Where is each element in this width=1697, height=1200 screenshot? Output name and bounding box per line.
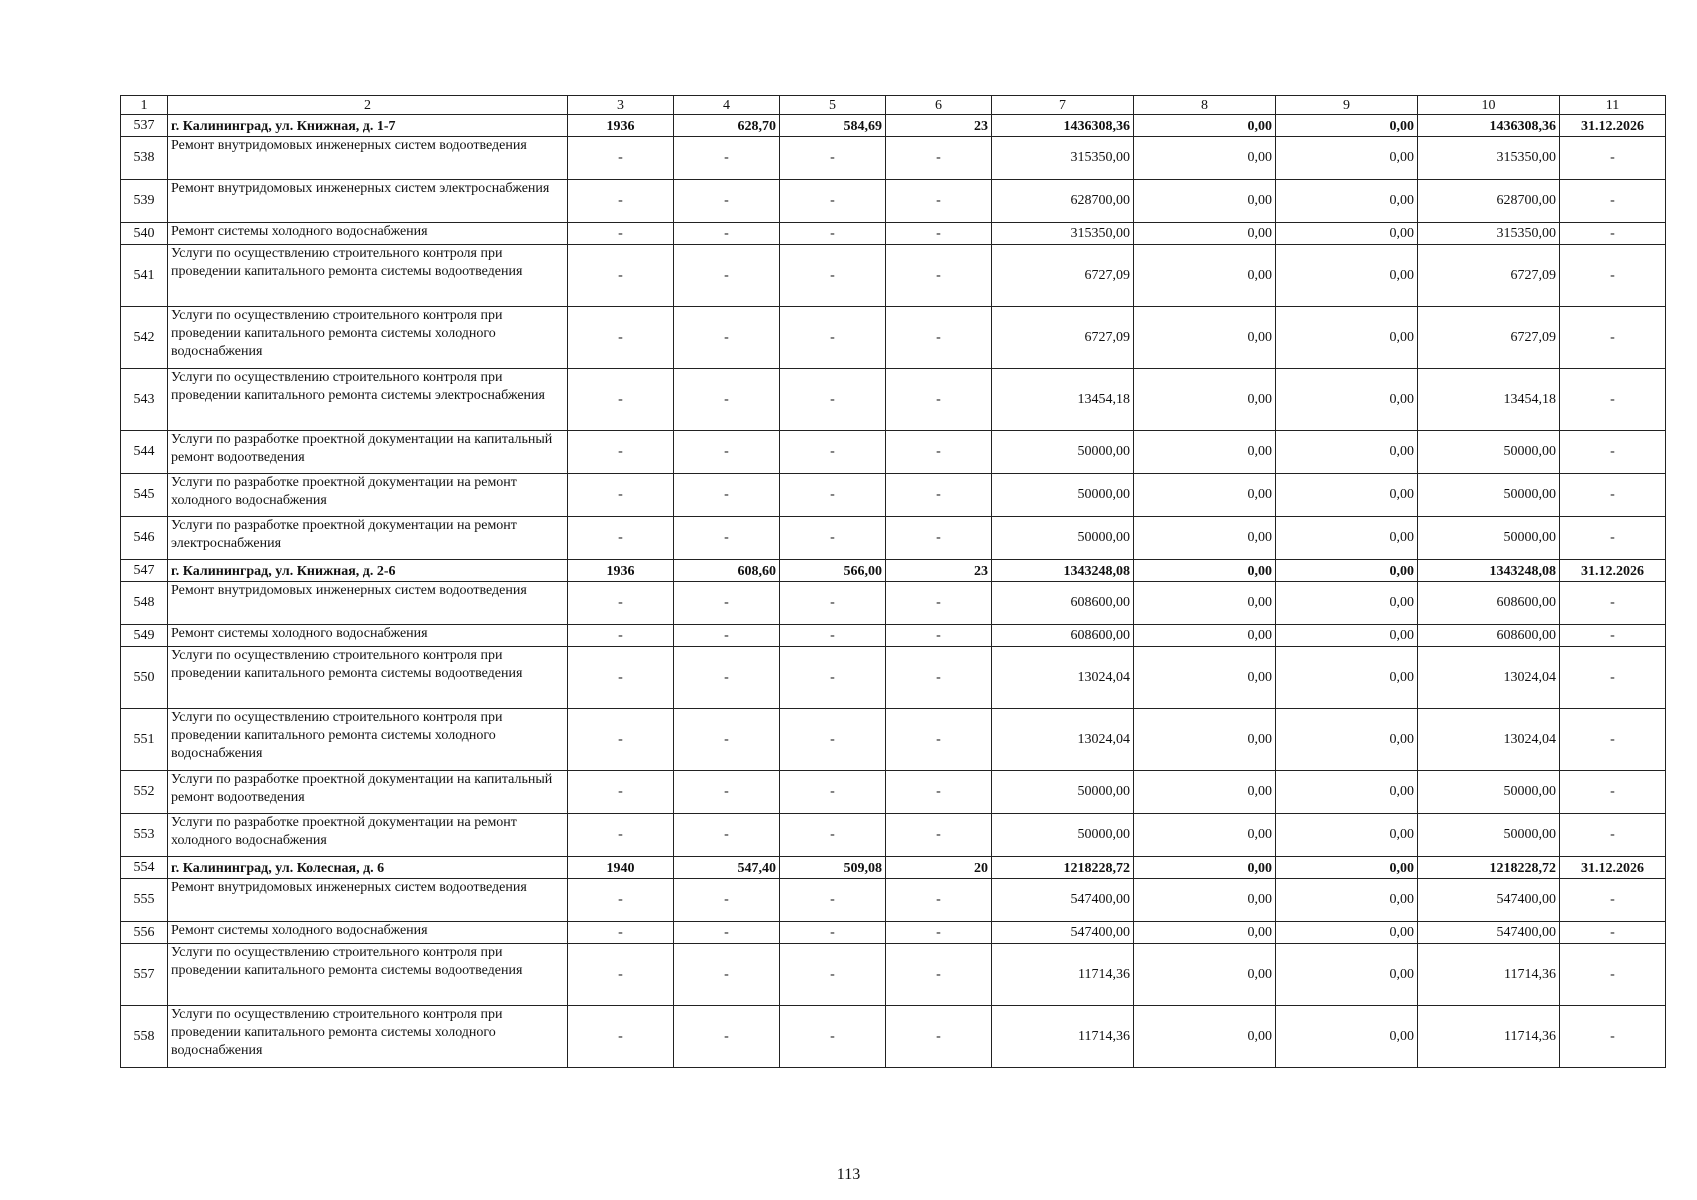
year-cell: - — [568, 223, 674, 245]
date-cell: 31.12.2026 — [1560, 115, 1666, 137]
col9-cell: 0,00 — [1276, 647, 1418, 709]
col10-cell: 547400,00 — [1418, 879, 1560, 922]
date-cell: - — [1560, 369, 1666, 431]
col7-cell: 13454,18 — [992, 369, 1134, 431]
row-number-cell: 547 — [121, 560, 168, 582]
row-number-cell: 557 — [121, 944, 168, 1006]
table-row — [121, 137, 1666, 180]
col9-cell: 0,00 — [1276, 307, 1418, 369]
col10-cell: 6727,09 — [1418, 307, 1560, 369]
col6-cell: - — [886, 431, 992, 474]
col10-cell: 608600,00 — [1418, 582, 1560, 625]
col10-cell: 6727,09 — [1418, 245, 1560, 307]
date-cell: - — [1560, 944, 1666, 1006]
col8-cell: 0,00 — [1134, 879, 1276, 922]
row-number-cell: 548 — [121, 582, 168, 625]
row-number-cell: 545 — [121, 474, 168, 517]
col9-cell: 0,00 — [1276, 517, 1418, 560]
col5-cell: - — [780, 369, 886, 431]
col9-cell: 0,00 — [1276, 245, 1418, 307]
table-row — [121, 922, 1666, 944]
col9-cell: 0,00 — [1276, 369, 1418, 431]
col8-cell: 0,00 — [1134, 814, 1276, 857]
address-row — [121, 560, 1666, 582]
header-cell: 3 — [568, 96, 674, 115]
description-cell: Услуги по разработке проектной документации на ремонт электроснабжения — [168, 517, 568, 560]
table-row — [121, 879, 1666, 922]
col7-cell: 6727,09 — [992, 307, 1134, 369]
col4-cell: - — [674, 223, 780, 245]
year-cell: - — [568, 137, 674, 180]
header-cell: 1 — [121, 96, 168, 115]
year-cell: - — [568, 517, 674, 560]
col5-cell: - — [780, 517, 886, 560]
row-number-cell: 544 — [121, 431, 168, 474]
table-row — [121, 771, 1666, 814]
col10-cell: 628700,00 — [1418, 180, 1560, 223]
header-cell: 9 — [1276, 96, 1418, 115]
table-row — [121, 814, 1666, 857]
col4-cell: - — [674, 879, 780, 922]
col6-cell: - — [886, 137, 992, 180]
col9-cell: 0,00 — [1276, 709, 1418, 771]
year-cell: - — [568, 245, 674, 307]
year-cell: - — [568, 814, 674, 857]
col6-cell: - — [886, 709, 992, 771]
col5-cell: 584,69 — [780, 115, 886, 137]
col9-cell: 0,00 — [1276, 431, 1418, 474]
year-cell: 1936 — [568, 560, 674, 582]
col8-cell: 0,00 — [1134, 517, 1276, 560]
table-row — [121, 180, 1666, 223]
col9-cell: 0,00 — [1276, 857, 1418, 879]
col4-cell: - — [674, 369, 780, 431]
col10-cell: 13454,18 — [1418, 369, 1560, 431]
col7-cell: 6727,09 — [992, 245, 1134, 307]
col4-cell: - — [674, 814, 780, 857]
col9-cell: 0,00 — [1276, 771, 1418, 814]
col8-cell: 0,00 — [1134, 709, 1276, 771]
col8-cell: 0,00 — [1134, 771, 1276, 814]
table-row — [121, 369, 1666, 431]
description-cell: Услуги по разработке проектной документации на капитальный ремонт водоотведения — [168, 771, 568, 814]
col4-cell: - — [674, 625, 780, 647]
col8-cell: 0,00 — [1134, 474, 1276, 517]
col6-cell: - — [886, 625, 992, 647]
year-cell: - — [568, 369, 674, 431]
row-number-cell: 556 — [121, 922, 168, 944]
row-number-cell: 551 — [121, 709, 168, 771]
col5-cell: - — [780, 1006, 886, 1068]
header-row — [121, 96, 1666, 115]
col10-cell: 1343248,08 — [1418, 560, 1560, 582]
year-cell: - — [568, 771, 674, 814]
year-cell: - — [568, 879, 674, 922]
col5-cell: - — [780, 307, 886, 369]
col5-cell: - — [780, 223, 886, 245]
description-cell: Услуги по разработке проектной документации на ремонт холодного водоснабжения — [168, 814, 568, 857]
description-cell: Услуги по разработке проектной документации на ремонт холодного водоснабжения — [168, 474, 568, 517]
table-row — [121, 517, 1666, 560]
col9-cell: 0,00 — [1276, 474, 1418, 517]
col4-cell: - — [674, 307, 780, 369]
col4-cell: 608,60 — [674, 560, 780, 582]
table-row — [121, 647, 1666, 709]
col7-cell: 315350,00 — [992, 137, 1134, 180]
col6-cell: - — [886, 1006, 992, 1068]
col8-cell: 0,00 — [1134, 369, 1276, 431]
date-cell: 31.12.2026 — [1560, 560, 1666, 582]
col6-cell: - — [886, 944, 992, 1006]
col6-cell: 23 — [886, 560, 992, 582]
date-cell: - — [1560, 709, 1666, 771]
date-cell: - — [1560, 582, 1666, 625]
address-row — [121, 857, 1666, 879]
col5-cell: - — [780, 625, 886, 647]
col4-cell: 628,70 — [674, 115, 780, 137]
col10-cell: 315350,00 — [1418, 137, 1560, 180]
table-row — [121, 582, 1666, 625]
col5-cell: - — [780, 922, 886, 944]
header-cell: 8 — [1134, 96, 1276, 115]
description-cell: Ремонт внутридомовых инженерных систем водоотведения — [168, 879, 568, 922]
col8-cell: 0,00 — [1134, 137, 1276, 180]
col5-cell: - — [780, 944, 886, 1006]
col4-cell: - — [674, 245, 780, 307]
address-row — [121, 115, 1666, 137]
col10-cell: 11714,36 — [1418, 1006, 1560, 1068]
col10-cell: 11714,36 — [1418, 944, 1560, 1006]
description-cell: Ремонт системы холодного водоснабжения — [168, 922, 568, 944]
col4-cell: - — [674, 474, 780, 517]
table-row — [121, 944, 1666, 1006]
col5-cell: - — [780, 245, 886, 307]
col7-cell: 547400,00 — [992, 879, 1134, 922]
col8-cell: 0,00 — [1134, 647, 1276, 709]
col5-cell: - — [780, 582, 886, 625]
row-number-cell: 552 — [121, 771, 168, 814]
row-number-cell: 538 — [121, 137, 168, 180]
page-number: 113 — [836, 1166, 861, 1183]
col7-cell: 1436308,36 — [992, 115, 1134, 137]
col4-cell: - — [674, 647, 780, 709]
col8-cell: 0,00 — [1134, 922, 1276, 944]
col6-cell: - — [886, 879, 992, 922]
col10-cell: 50000,00 — [1418, 814, 1560, 857]
row-number-cell: 555 — [121, 879, 168, 922]
col7-cell: 1343248,08 — [992, 560, 1134, 582]
col6-cell: - — [886, 922, 992, 944]
col6-cell: 23 — [886, 115, 992, 137]
col6-cell: - — [886, 307, 992, 369]
col9-cell: 0,00 — [1276, 1006, 1418, 1068]
col10-cell: 13024,04 — [1418, 709, 1560, 771]
date-cell: - — [1560, 922, 1666, 944]
row-number-cell: 543 — [121, 369, 168, 431]
year-cell: 1940 — [568, 857, 674, 879]
col7-cell: 11714,36 — [992, 1006, 1134, 1068]
col9-cell: 0,00 — [1276, 223, 1418, 245]
date-cell: - — [1560, 307, 1666, 369]
year-cell: - — [568, 431, 674, 474]
col10-cell: 50000,00 — [1418, 474, 1560, 517]
col7-cell: 547400,00 — [992, 922, 1134, 944]
col5-cell: 566,00 — [780, 560, 886, 582]
year-cell: - — [568, 709, 674, 771]
col7-cell: 628700,00 — [992, 180, 1134, 223]
year-cell: - — [568, 307, 674, 369]
col7-cell: 13024,04 — [992, 647, 1134, 709]
header-cell: 4 — [674, 96, 780, 115]
col6-cell: - — [886, 517, 992, 560]
col10-cell: 1436308,36 — [1418, 115, 1560, 137]
header-cell: 2 — [168, 96, 568, 115]
col7-cell: 50000,00 — [992, 814, 1134, 857]
col10-cell: 50000,00 — [1418, 771, 1560, 814]
date-cell: 31.12.2026 — [1560, 857, 1666, 879]
year-cell: - — [568, 1006, 674, 1068]
col4-cell: - — [674, 1006, 780, 1068]
date-cell: - — [1560, 245, 1666, 307]
year-cell: 1936 — [568, 115, 674, 137]
col6-cell: - — [886, 771, 992, 814]
col4-cell: - — [674, 137, 780, 180]
description-cell: Услуги по осуществлению строительного контроля при проведении капитального ремонта системы электроснабжения — [168, 369, 568, 431]
description-cell: г. Калининград, ул. Книжная, д. 1-7 — [168, 115, 568, 137]
col6-cell: - — [886, 647, 992, 709]
year-cell: - — [568, 180, 674, 223]
col10-cell: 1218228,72 — [1418, 857, 1560, 879]
col6-cell: 20 — [886, 857, 992, 879]
col5-cell: - — [780, 879, 886, 922]
col7-cell: 608600,00 — [992, 582, 1134, 625]
description-cell: Ремонт внутридомовых инженерных систем электроснабжения — [168, 180, 568, 223]
description-cell: Ремонт системы холодного водоснабжения — [168, 625, 568, 647]
row-number-cell: 542 — [121, 307, 168, 369]
col9-cell: 0,00 — [1276, 180, 1418, 223]
col5-cell: - — [780, 474, 886, 517]
col6-cell: - — [886, 814, 992, 857]
description-cell: г. Калининград, ул. Книжная, д. 2-6 — [168, 560, 568, 582]
col4-cell: 547,40 — [674, 857, 780, 879]
date-cell: - — [1560, 223, 1666, 245]
row-number-cell: 549 — [121, 625, 168, 647]
date-cell: - — [1560, 1006, 1666, 1068]
col8-cell: 0,00 — [1134, 625, 1276, 647]
date-cell: - — [1560, 814, 1666, 857]
col5-cell: - — [780, 709, 886, 771]
col6-cell: - — [886, 369, 992, 431]
description-cell: Ремонт внутридомовых инженерных систем водоотведения — [168, 582, 568, 625]
col9-cell: 0,00 — [1276, 944, 1418, 1006]
col7-cell: 50000,00 — [992, 431, 1134, 474]
header-cell: 11 — [1560, 96, 1666, 115]
col9-cell: 0,00 — [1276, 582, 1418, 625]
date-cell: - — [1560, 517, 1666, 560]
year-cell: - — [568, 922, 674, 944]
col5-cell: 509,08 — [780, 857, 886, 879]
description-cell: г. Калининград, ул. Колесная, д. 6 — [168, 857, 568, 879]
col6-cell: - — [886, 223, 992, 245]
description-cell: Услуги по осуществлению строительного контроля при проведении капитального ремонта системы водоотведения — [168, 647, 568, 709]
row-number-cell: 553 — [121, 814, 168, 857]
table-row — [121, 245, 1666, 307]
col8-cell: 0,00 — [1134, 307, 1276, 369]
col10-cell: 50000,00 — [1418, 431, 1560, 474]
col6-cell: - — [886, 245, 992, 307]
col10-cell: 608600,00 — [1418, 625, 1560, 647]
col7-cell: 50000,00 — [992, 771, 1134, 814]
row-number-cell: 540 — [121, 223, 168, 245]
col5-cell: - — [780, 180, 886, 223]
col8-cell: 0,00 — [1134, 115, 1276, 137]
col9-cell: 0,00 — [1276, 625, 1418, 647]
col4-cell: - — [674, 582, 780, 625]
col9-cell: 0,00 — [1276, 115, 1418, 137]
year-cell: - — [568, 944, 674, 1006]
date-cell: - — [1560, 137, 1666, 180]
description-cell: Ремонт системы холодного водоснабжения — [168, 223, 568, 245]
col8-cell: 0,00 — [1134, 431, 1276, 474]
col8-cell: 0,00 — [1134, 180, 1276, 223]
row-number-cell: 558 — [121, 1006, 168, 1068]
col8-cell: 0,00 — [1134, 582, 1276, 625]
year-cell: - — [568, 647, 674, 709]
date-cell: - — [1560, 771, 1666, 814]
row-number-cell: 554 — [121, 857, 168, 879]
date-cell: - — [1560, 180, 1666, 223]
row-number-cell: 541 — [121, 245, 168, 307]
description-cell: Услуги по осуществлению строительного контроля при проведении капитального ремонта системы водоотведения — [168, 245, 568, 307]
table-row — [121, 223, 1666, 245]
description-cell: Ремонт внутридомовых инженерных систем водоотведения — [168, 137, 568, 180]
col9-cell: 0,00 — [1276, 560, 1418, 582]
description-cell: Услуги по разработке проектной документации на капитальный ремонт водоотведения — [168, 431, 568, 474]
col8-cell: 0,00 — [1134, 245, 1276, 307]
col4-cell: - — [674, 944, 780, 1006]
col7-cell: 50000,00 — [992, 474, 1134, 517]
date-cell: - — [1560, 647, 1666, 709]
col4-cell: - — [674, 517, 780, 560]
col8-cell: 0,00 — [1134, 223, 1276, 245]
col10-cell: 547400,00 — [1418, 922, 1560, 944]
header-cell: 5 — [780, 96, 886, 115]
date-cell: - — [1560, 474, 1666, 517]
col4-cell: - — [674, 771, 780, 814]
col7-cell: 13024,04 — [992, 709, 1134, 771]
header-cell: 6 — [886, 96, 992, 115]
col6-cell: - — [886, 474, 992, 517]
header-cell: 10 — [1418, 96, 1560, 115]
description-cell: Услуги по осуществлению строительного контроля при проведении капитального ремонта системы водоотведения — [168, 944, 568, 1006]
col10-cell: 50000,00 — [1418, 517, 1560, 560]
col6-cell: - — [886, 582, 992, 625]
col10-cell: 315350,00 — [1418, 223, 1560, 245]
date-cell: - — [1560, 625, 1666, 647]
col5-cell: - — [780, 771, 886, 814]
row-number-cell: 550 — [121, 647, 168, 709]
header-cell: 7 — [992, 96, 1134, 115]
col10-cell: 13024,04 — [1418, 647, 1560, 709]
table-row — [121, 1006, 1666, 1068]
table-row — [121, 709, 1666, 771]
row-number-cell: 539 — [121, 180, 168, 223]
col9-cell: 0,00 — [1276, 879, 1418, 922]
year-cell: - — [568, 474, 674, 517]
year-cell: - — [568, 625, 674, 647]
table-body — [121, 96, 1666, 1068]
description-cell: Услуги по осуществлению строительного контроля при проведении капитального ремонта системы холодного водоснабжения — [168, 307, 568, 369]
description-cell: Услуги по осуществлению строительного контроля при проведении капитального ремонта системы холодного водоснабжения — [168, 1006, 568, 1068]
col9-cell: 0,00 — [1276, 137, 1418, 180]
row-number-cell: 537 — [121, 115, 168, 137]
date-cell: - — [1560, 879, 1666, 922]
col9-cell: 0,00 — [1276, 814, 1418, 857]
description-cell: Услуги по осуществлению строительного контроля при проведении капитального ремонта системы холодного водоснабжения — [168, 709, 568, 771]
table-row — [121, 431, 1666, 474]
col5-cell: - — [780, 431, 886, 474]
row-number-cell: 546 — [121, 517, 168, 560]
year-cell: - — [568, 582, 674, 625]
col5-cell: - — [780, 814, 886, 857]
col4-cell: - — [674, 431, 780, 474]
col4-cell: - — [674, 922, 780, 944]
col4-cell: - — [674, 709, 780, 771]
col8-cell: 0,00 — [1134, 944, 1276, 1006]
col4-cell: - — [674, 180, 780, 223]
col7-cell: 11714,36 — [992, 944, 1134, 1006]
works-table — [120, 95, 1666, 1068]
col7-cell: 315350,00 — [992, 223, 1134, 245]
col6-cell: - — [886, 180, 992, 223]
table-row — [121, 307, 1666, 369]
col5-cell: - — [780, 647, 886, 709]
col5-cell: - — [780, 137, 886, 180]
col8-cell: 0,00 — [1134, 857, 1276, 879]
col7-cell: 1218228,72 — [992, 857, 1134, 879]
col9-cell: 0,00 — [1276, 922, 1418, 944]
date-cell: - — [1560, 431, 1666, 474]
table-row — [121, 474, 1666, 517]
col8-cell: 0,00 — [1134, 560, 1276, 582]
col7-cell: 50000,00 — [992, 517, 1134, 560]
col8-cell: 0,00 — [1134, 1006, 1276, 1068]
table-row — [121, 625, 1666, 647]
col7-cell: 608600,00 — [992, 625, 1134, 647]
